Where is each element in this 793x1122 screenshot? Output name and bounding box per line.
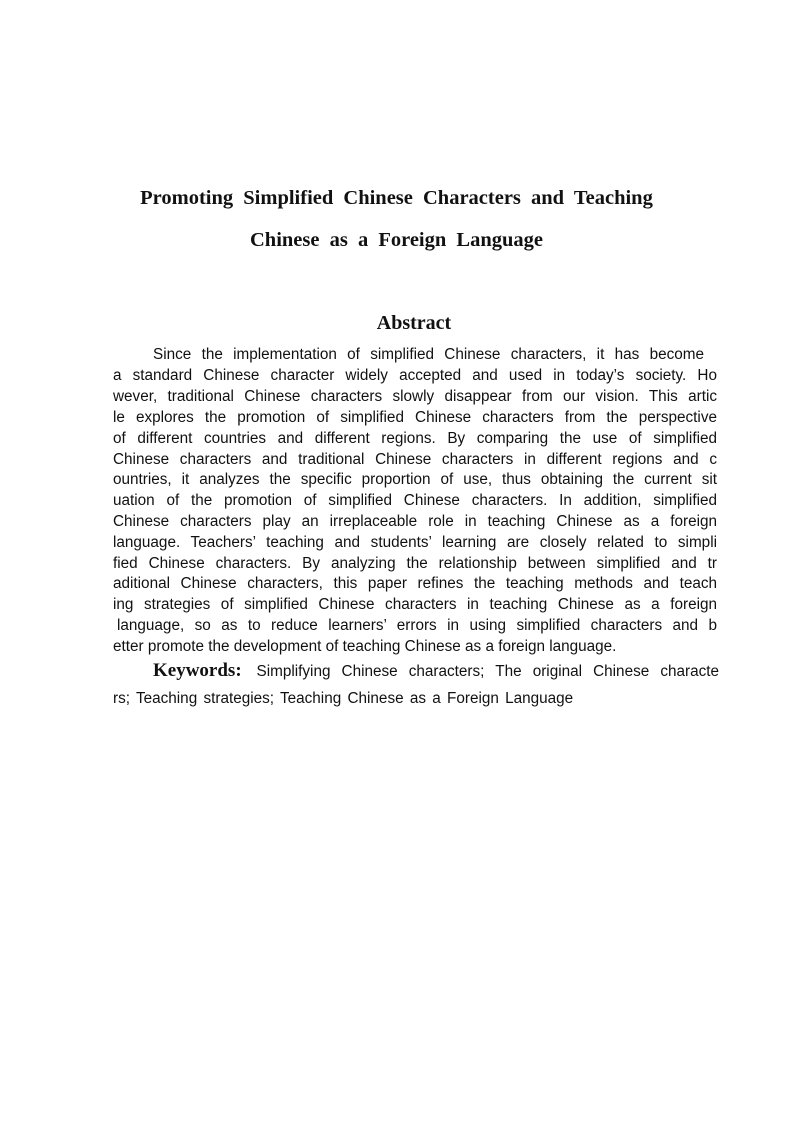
keywords-text-line-2: rs; Teaching strategies; Teaching Chinese as a Foreign Language — [113, 690, 574, 707]
abstract-line: Chinese characters and traditional Chinese characters in different regions and c — [113, 451, 717, 468]
abstract-line: a standard Chinese character widely accepted and used in today’s society. Ho — [113, 367, 717, 384]
keywords-label: Keywords: — [153, 660, 242, 681]
abstract-line: uation of the promotion of simplified Chinese characters. In addition, simplified — [113, 492, 717, 509]
abstract-line: fied Chinese characters. By analyzing the relationship between simplified and tr — [113, 555, 717, 572]
abstract-line: Chinese characters play an irreplaceable role in teaching Chinese as a foreign — [113, 513, 717, 530]
keywords-text-line-1: Simplifying Chinese characters; The original Chinese characte — [256, 663, 719, 680]
paper-title-line-2: Chinese as a Foreign Language — [250, 229, 543, 251]
abstract-heading: Abstract — [376, 312, 452, 334]
abstract-line: ing strategies of simplified Chinese characters in teaching Chinese as a foreign — [113, 596, 717, 613]
abstract-line: wever, traditional Chinese characters slowly disappear from our vision. This artic — [113, 388, 717, 405]
abstract-line: le explores the promotion of simplified Chinese characters from the perspective — [113, 409, 717, 426]
abstract-line: language. Teachers’ teaching and students’ learning are closely related to simpli — [113, 534, 717, 551]
abstract-line: ountries, it analyzes the specific proportion of use, thus obtaining the current sit — [113, 471, 717, 488]
abstract-line: of different countries and different regions. By comparing the use of simplified — [113, 430, 717, 447]
abstract-line: etter promote the development of teaching Chinese as a foreign language. — [113, 638, 617, 655]
abstract-line: aditional Chinese characters, this paper refines the teaching methods and teach — [113, 575, 717, 592]
keywords-row — [153, 660, 719, 682]
abstract-line: language, so as to reduce learners’ errors in using simplified characters and b — [117, 617, 717, 634]
abstract-line: Since the implementation of simplified Chinese characters, it has become — [153, 346, 704, 363]
paper-title-line-1: Promoting Simplified Chinese Characters and Teaching — [140, 187, 653, 209]
